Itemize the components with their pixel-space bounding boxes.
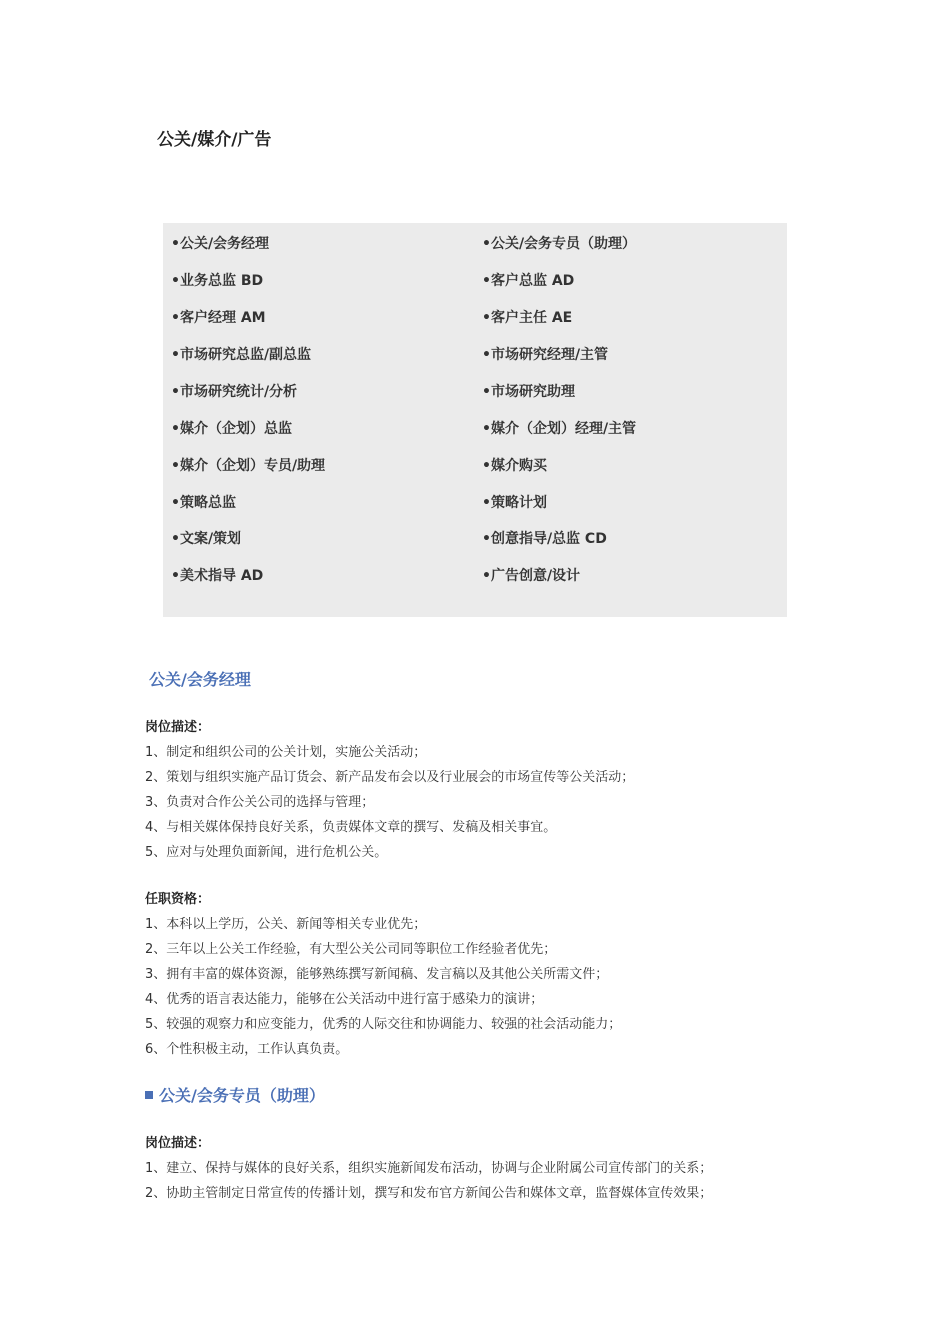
index-item[interactable]: •市场研究总监/副总监	[171, 347, 312, 363]
index-item[interactable]: •媒介（企划）总监	[171, 421, 292, 437]
index-item[interactable]: •媒介（企划）经理/主管	[482, 421, 637, 437]
page-title: 公关/媒介/广告	[157, 130, 272, 150]
index-item[interactable]: •业务总监 BD	[171, 273, 264, 289]
list-item: 6、个性积极主动，工作认真负责。	[145, 1042, 349, 1057]
list-item: 4、优秀的语言表达能力，能够在公关活动中进行富于感染力的演讲；	[145, 992, 544, 1007]
section-title: 公关/会务经理	[149, 670, 251, 689]
index-item[interactable]: •市场研究统计/分析	[171, 384, 298, 400]
job-index-box	[163, 223, 787, 617]
list-item: 1、制定和组织公司的公关计划，实施公关活动；	[145, 745, 427, 760]
index-item[interactable]: •市场研究助理	[482, 384, 575, 400]
list-item: 3、负责对合作公关公司的选择与管理；	[145, 795, 375, 810]
job-description-label: 岗位描述：	[145, 720, 211, 735]
index-item[interactable]: •市场研究经理/主管	[482, 347, 609, 363]
index-item[interactable]: •公关/会务专员（助理）	[482, 236, 637, 252]
index-item[interactable]: •策略总监	[171, 495, 236, 511]
square-bullet-icon	[145, 1091, 153, 1099]
index-item[interactable]: •客户总监 AD	[482, 273, 575, 289]
list-item: 2、协助主管制定日常宣传的传播计划，撰写和发布官方新闻公告和媒体文章，监督媒体宣传效果；	[145, 1186, 713, 1201]
index-item[interactable]: •策略计划	[482, 495, 547, 511]
list-item: 4、与相关媒体保持良好关系，负责媒体文章的撰写、发稿及相关事宜。	[145, 820, 557, 835]
index-item[interactable]: •媒介（企划）专员/助理	[171, 458, 326, 474]
list-item: 5、较强的观察力和应变能力，优秀的人际交往和协调能力、较强的社会活动能力；	[145, 1017, 622, 1032]
section-title	[145, 1083, 325, 1106]
list-item: 3、拥有丰富的媒体资源，能够熟练撰写新闻稿、发言稿以及其他公关所需文件；	[145, 967, 609, 982]
list-item: 5、应对与处理负面新闻，进行危机公关。	[145, 845, 388, 860]
list-item: 1、本科以上学历，公关、新闻等相关专业优先；	[145, 917, 427, 932]
section-title-text: 公关/会务专员（助理）	[159, 1086, 325, 1105]
requirements-label: 任职资格：	[145, 892, 211, 907]
index-item[interactable]: •美术指导 AD	[171, 568, 264, 584]
index-item[interactable]: •广告创意/设计	[482, 568, 581, 584]
index-item[interactable]: •文案/策划	[171, 531, 242, 547]
index-item[interactable]: •媒介购买	[482, 458, 547, 474]
index-item[interactable]: •公关/会务经理	[171, 236, 270, 252]
list-item: 2、三年以上公关工作经验，有大型公关公司同等职位工作经验者优先；	[145, 942, 557, 957]
index-item[interactable]: •客户经理 AM	[171, 310, 266, 326]
index-item[interactable]: •客户主任 AE	[482, 310, 573, 326]
job-description-label: 岗位描述：	[145, 1136, 211, 1151]
index-item[interactable]: •创意指导/总监 CD	[482, 531, 607, 547]
list-item: 1、建立、保持与媒体的良好关系，组织实施新闻发布活动，协调与企业附属公司宣传部门的关系；	[145, 1161, 713, 1176]
list-item: 2、策划与组织实施产品订货会、新产品发布会以及行业展会的市场宣传等公关活动；	[145, 770, 635, 785]
